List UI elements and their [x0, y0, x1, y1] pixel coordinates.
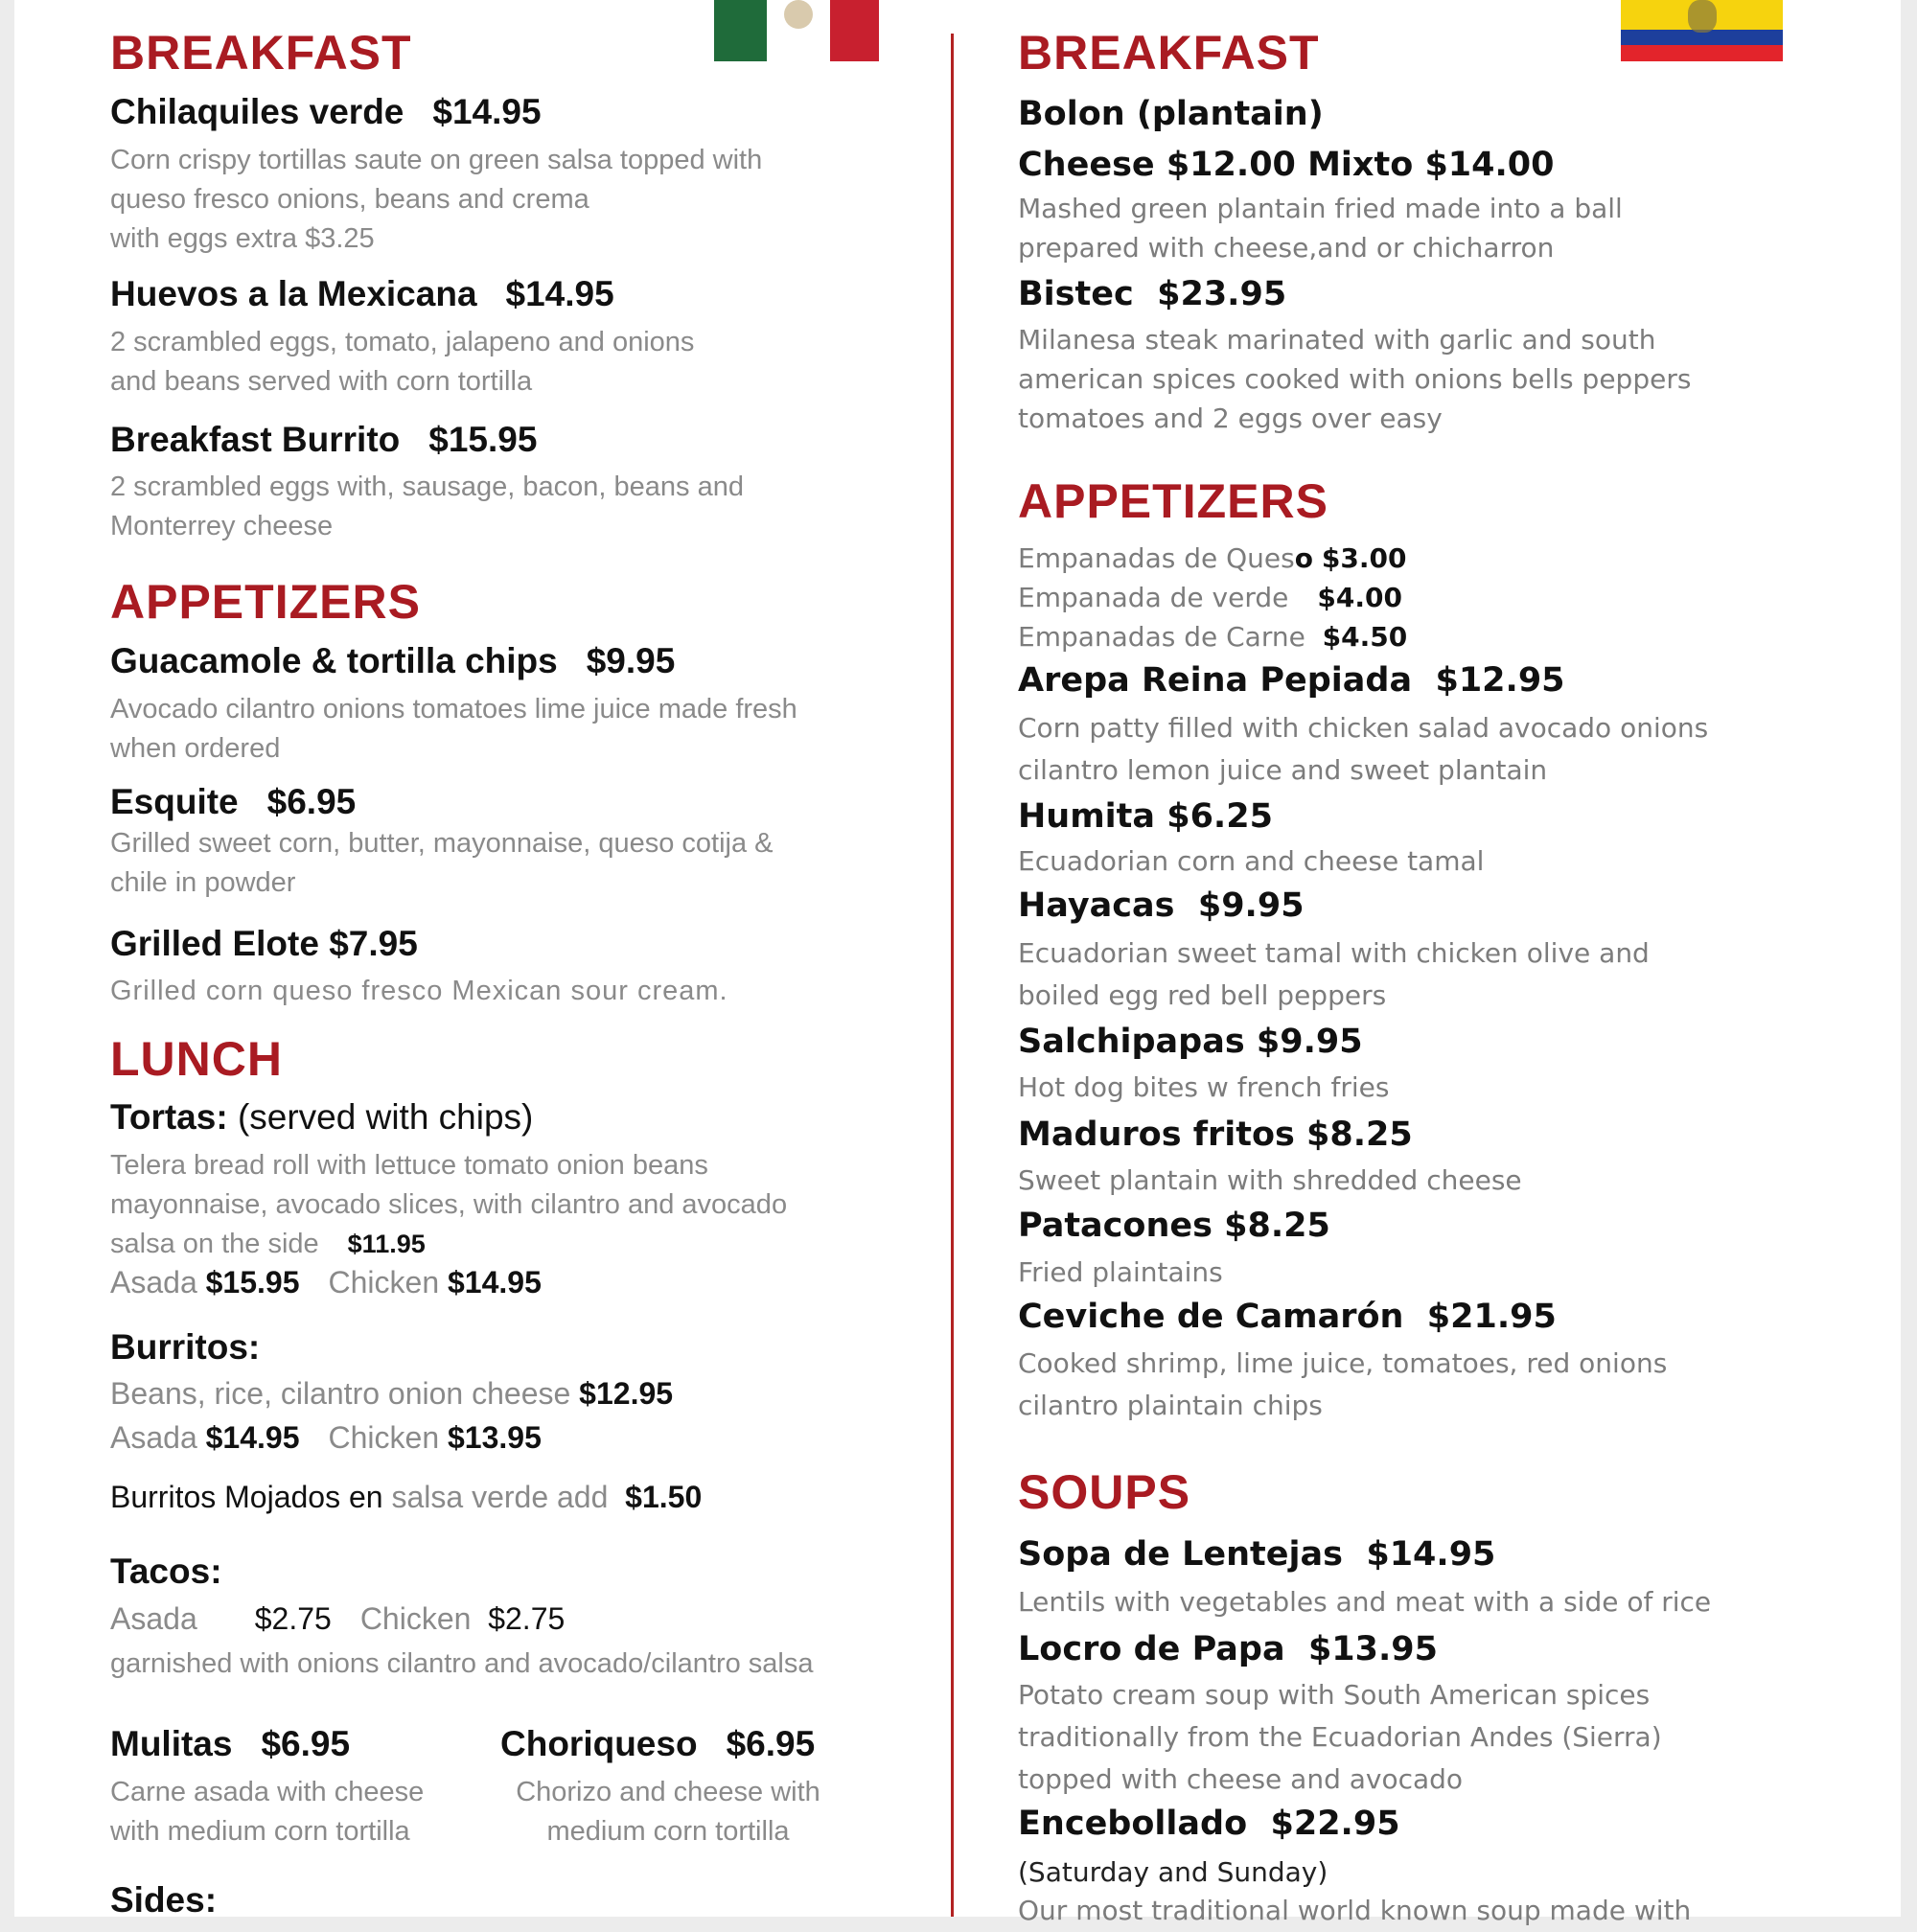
- item-price: $8.25: [1224, 1207, 1330, 1245]
- option-price: $2.75: [488, 1601, 566, 1636]
- desc-line: Corn crispy tortillas saute on green salsa topped with: [110, 145, 763, 175]
- menu-item-title: [1018, 1628, 1438, 1670]
- menu-item-title: [110, 781, 356, 823]
- item-name: Humita: [1018, 797, 1156, 836]
- item-price: $9.95: [1256, 1023, 1363, 1061]
- menu-item-title: [1018, 659, 1565, 702]
- item-price: $3.00: [1321, 542, 1407, 574]
- burritos-mojados: [110, 1478, 702, 1517]
- item-price: $22.95: [1270, 1805, 1400, 1843]
- item-price: $12.95: [579, 1376, 674, 1411]
- desc-line: Monterrey cheese: [110, 511, 334, 541]
- item-name: Patacones: [1018, 1207, 1213, 1245]
- item-description: [110, 323, 694, 402]
- item-name: Salchipapas: [1018, 1023, 1245, 1061]
- item-name: Choriqueso: [500, 1724, 698, 1763]
- menu-item-title: [500, 1723, 815, 1765]
- item-prices: Cheese $12.00 Mixto $14.00: [1018, 146, 1555, 184]
- item-price: $6.95: [726, 1724, 816, 1763]
- item-note: (Saturday and Sunday): [1018, 1856, 1328, 1888]
- option-price: $14.95: [448, 1265, 542, 1300]
- desc-line: Chorizo and cheese with: [516, 1777, 820, 1807]
- item-description: Our most traditional world known soup made with: [1018, 1895, 1692, 1926]
- desc-line: american spices cooked with onions bells peppers: [1018, 363, 1692, 395]
- desc-line: cilantro plaintain chips: [1018, 1390, 1323, 1421]
- item-description: garnished with onions cilantro and avocado/cilantro salsa: [110, 1648, 814, 1679]
- item-price: $11.95: [347, 1230, 426, 1258]
- item-description: [110, 1773, 424, 1852]
- option-label: Asada: [110, 1420, 197, 1455]
- item-price: $9.95: [586, 641, 676, 680]
- item-price: $8.25: [1306, 1116, 1413, 1154]
- item-description: Grilled corn queso fresco Mexican sour cream.: [110, 976, 728, 1006]
- option-price: $15.95: [205, 1265, 300, 1300]
- item-description: [110, 824, 774, 903]
- item-price: $6.95: [266, 782, 357, 821]
- burritos-title: Burritos:: [110, 1327, 261, 1367]
- empanadas-list: [1018, 539, 1407, 656]
- item-note: (served with chips): [237, 1097, 534, 1137]
- tortas-title: [110, 1096, 533, 1138]
- desc-line: traditionally from the Ecuadorian Andes (Sierra): [1018, 1721, 1662, 1753]
- menu-item-title: [110, 419, 537, 461]
- empanada-item: [1018, 617, 1407, 656]
- item-name: Empanada de verde: [1018, 582, 1289, 613]
- menu-item-title: [1018, 795, 1273, 838]
- price-options: [110, 1263, 542, 1302]
- item-description: Hot dog bites w french fries: [1018, 1071, 1390, 1103]
- desc-line: queso fresco onions, beans and crema: [110, 184, 589, 215]
- item-price: $4.50: [1322, 621, 1408, 653]
- menu-item-title: [1018, 1021, 1363, 1063]
- ecuador-flag-icon: [1621, 0, 1783, 61]
- menu-item-title: [110, 923, 418, 965]
- item-price: $23.95: [1157, 275, 1287, 313]
- item-name: Mulitas: [110, 1724, 233, 1763]
- item-name: Sopa de Lentejas: [1018, 1535, 1343, 1574]
- option-label: Asada: [110, 1601, 197, 1636]
- column-divider: [951, 34, 954, 1917]
- item-price: $7.95: [329, 924, 418, 963]
- item-description: [110, 141, 762, 259]
- desc-text: Beans, rice, cilantro onion cheese: [110, 1376, 571, 1411]
- item-description: [110, 468, 744, 546]
- price-options: [110, 1599, 565, 1639]
- item-description: [110, 1146, 787, 1264]
- desc-line: Corn patty filled with chicken salad avocado onions: [1018, 712, 1709, 744]
- item-price: $6.25: [1166, 797, 1273, 836]
- option-label: Chicken: [359, 1601, 472, 1636]
- item-name: Hayacas: [1018, 886, 1175, 925]
- option-label: Chicken: [328, 1265, 440, 1300]
- item-name: Arepa Reina Pepiada: [1018, 661, 1413, 700]
- item-description: [1018, 1343, 1667, 1427]
- menu-item-title: [110, 273, 614, 315]
- desc-line: topped with cheese and avocado: [1018, 1763, 1464, 1795]
- item-description: Lentils with vegetables and meat with a side of rice: [1018, 1586, 1712, 1618]
- desc-text: Burritos Mojados en: [110, 1480, 383, 1514]
- menu-item-title: [1018, 1296, 1557, 1338]
- desc-line: mayonnaise, avocado slices, with cilantro and avocado: [110, 1189, 788, 1220]
- option-label: Chicken: [328, 1420, 440, 1455]
- item-price: $6.95: [261, 1724, 351, 1763]
- desc-line: Carne asada with cheese: [110, 1777, 425, 1807]
- item-name: Ceviche de Camarón: [1018, 1298, 1404, 1336]
- item-price: $12.95: [1435, 661, 1565, 700]
- item-description: [1018, 320, 1691, 438]
- item-name-tail: o: [1294, 542, 1313, 574]
- option-price: $2.75: [254, 1601, 332, 1636]
- desc-line: and beans served with corn tortilla: [110, 366, 533, 397]
- item-price: $14.95: [432, 92, 542, 131]
- desc-text: salsa verde add: [391, 1480, 609, 1514]
- item-description: Sweet plantain with shredded cheese: [1018, 1164, 1522, 1196]
- menu-item-title: [110, 640, 675, 682]
- sides-title: Sides:: [110, 1880, 218, 1920]
- empanada-item: [1018, 578, 1407, 617]
- item-name: Breakfast Burrito: [110, 420, 401, 459]
- desc-line: 2 scrambled eggs, tomato, jalapeno and onions: [110, 327, 695, 357]
- item-name: Esquite: [110, 782, 239, 821]
- empanada-item: [1018, 539, 1407, 578]
- section-heading-soups: SOUPS: [1018, 1465, 1191, 1519]
- desc-line: with medium corn tortilla: [110, 1816, 410, 1847]
- item-name: Bistec: [1018, 275, 1134, 313]
- desc-line: boiled egg red bell peppers: [1018, 979, 1387, 1011]
- option-price: $13.95: [448, 1420, 542, 1455]
- item-name: Grilled Elote: [110, 924, 319, 963]
- menu-item-title: [1018, 1205, 1330, 1247]
- menu-item-title: [1018, 885, 1305, 927]
- option-label: Asada: [110, 1265, 197, 1300]
- item-name: Tortas:: [110, 1097, 228, 1137]
- item-name: Chilaquiles verde: [110, 92, 404, 131]
- item-description: [1018, 189, 1623, 267]
- section-heading-appetizers: APPETIZERS: [110, 575, 421, 629]
- item-name: Guacamole & tortilla chips: [110, 641, 558, 680]
- item-name: Empanadas de Ques: [1018, 542, 1295, 574]
- item-price: $9.95: [1197, 886, 1305, 925]
- desc-line: [110, 1225, 787, 1264]
- item-description: [1018, 932, 1650, 1017]
- item-name: Encebollado: [1018, 1805, 1248, 1843]
- desc-text: salsa on the side: [110, 1229, 319, 1259]
- item-name: Empanadas de Carne: [1018, 621, 1305, 653]
- desc-line: chile in powder: [110, 867, 296, 898]
- desc-line: cilantro lemon juice and sweet plantain: [1018, 754, 1548, 786]
- desc-line: medium corn tortilla: [546, 1816, 790, 1847]
- item-description: [1018, 707, 1708, 792]
- menu-item-title: [1018, 1533, 1495, 1576]
- item-description: [110, 1374, 673, 1414]
- desc-line: Milanesa steak marinated with garlic and south: [1018, 324, 1656, 356]
- item-description: Fried plaintains: [1018, 1256, 1223, 1288]
- mexico-flag-icon: [714, 0, 879, 61]
- item-name: Locro de Papa: [1018, 1630, 1285, 1668]
- item-price: $13.95: [1307, 1630, 1439, 1668]
- desc-line: Potato cream soup with South American spices: [1018, 1679, 1651, 1711]
- menu-page: [14, 0, 1901, 1926]
- menu-item-title: [1018, 273, 1286, 315]
- item-name: Maduros fritos: [1018, 1116, 1295, 1154]
- item-price: $1.50: [625, 1480, 703, 1514]
- desc-line: Grilled sweet corn, butter, mayonnaise, queso cotija &: [110, 828, 774, 859]
- item-description: [110, 690, 797, 769]
- menu-item-title: [110, 91, 542, 133]
- desc-line: Cooked shrimp, lime juice, tomatoes, red onions: [1018, 1347, 1668, 1379]
- desc-line: Avocado cilantro onions tomatoes lime juice made fresh: [110, 694, 797, 724]
- section-heading-breakfast: BREAKFAST: [1018, 26, 1320, 80]
- menu-item-title: [1018, 1114, 1413, 1156]
- menu-item-title: [1018, 1803, 1400, 1845]
- section-heading-appetizers: APPETIZERS: [1018, 474, 1328, 528]
- item-description: [500, 1773, 836, 1852]
- desc-line: when ordered: [110, 733, 281, 764]
- option-price: $14.95: [205, 1420, 300, 1455]
- section-heading-lunch: LUNCH: [110, 1032, 283, 1086]
- item-name: Huevos a la Mexicana: [110, 274, 477, 313]
- desc-line: with eggs extra $3.25: [110, 223, 375, 254]
- item-description: Ecuadorian corn and cheese tamal: [1018, 845, 1485, 877]
- menu-item-title: [110, 1723, 350, 1765]
- item-price: $21.95: [1426, 1298, 1557, 1336]
- desc-line: Mashed green plantain fried made into a ball: [1018, 193, 1623, 224]
- price-options: [110, 1418, 542, 1458]
- tacos-title: Tacos:: [110, 1552, 222, 1591]
- menu-item-title: Bolon (plantain): [1018, 95, 1324, 133]
- desc-line: prepared with cheese,and or chicharron: [1018, 232, 1555, 264]
- desc-line: 2 scrambled eggs with, sausage, bacon, beans and: [110, 472, 744, 502]
- desc-line: Telera bread roll with lettuce tomato onion beans: [110, 1150, 708, 1181]
- desc-line: tomatoes and 2 eggs over easy: [1018, 402, 1443, 434]
- item-price: $4.00: [1317, 582, 1402, 613]
- item-price: $15.95: [428, 420, 538, 459]
- desc-line: Ecuadorian sweet tamal with chicken olive and: [1018, 937, 1650, 969]
- item-description: [1018, 1674, 1662, 1801]
- item-price: $14.95: [505, 274, 614, 313]
- section-heading-breakfast: BREAKFAST: [110, 26, 412, 80]
- item-price: $14.95: [1366, 1535, 1496, 1574]
